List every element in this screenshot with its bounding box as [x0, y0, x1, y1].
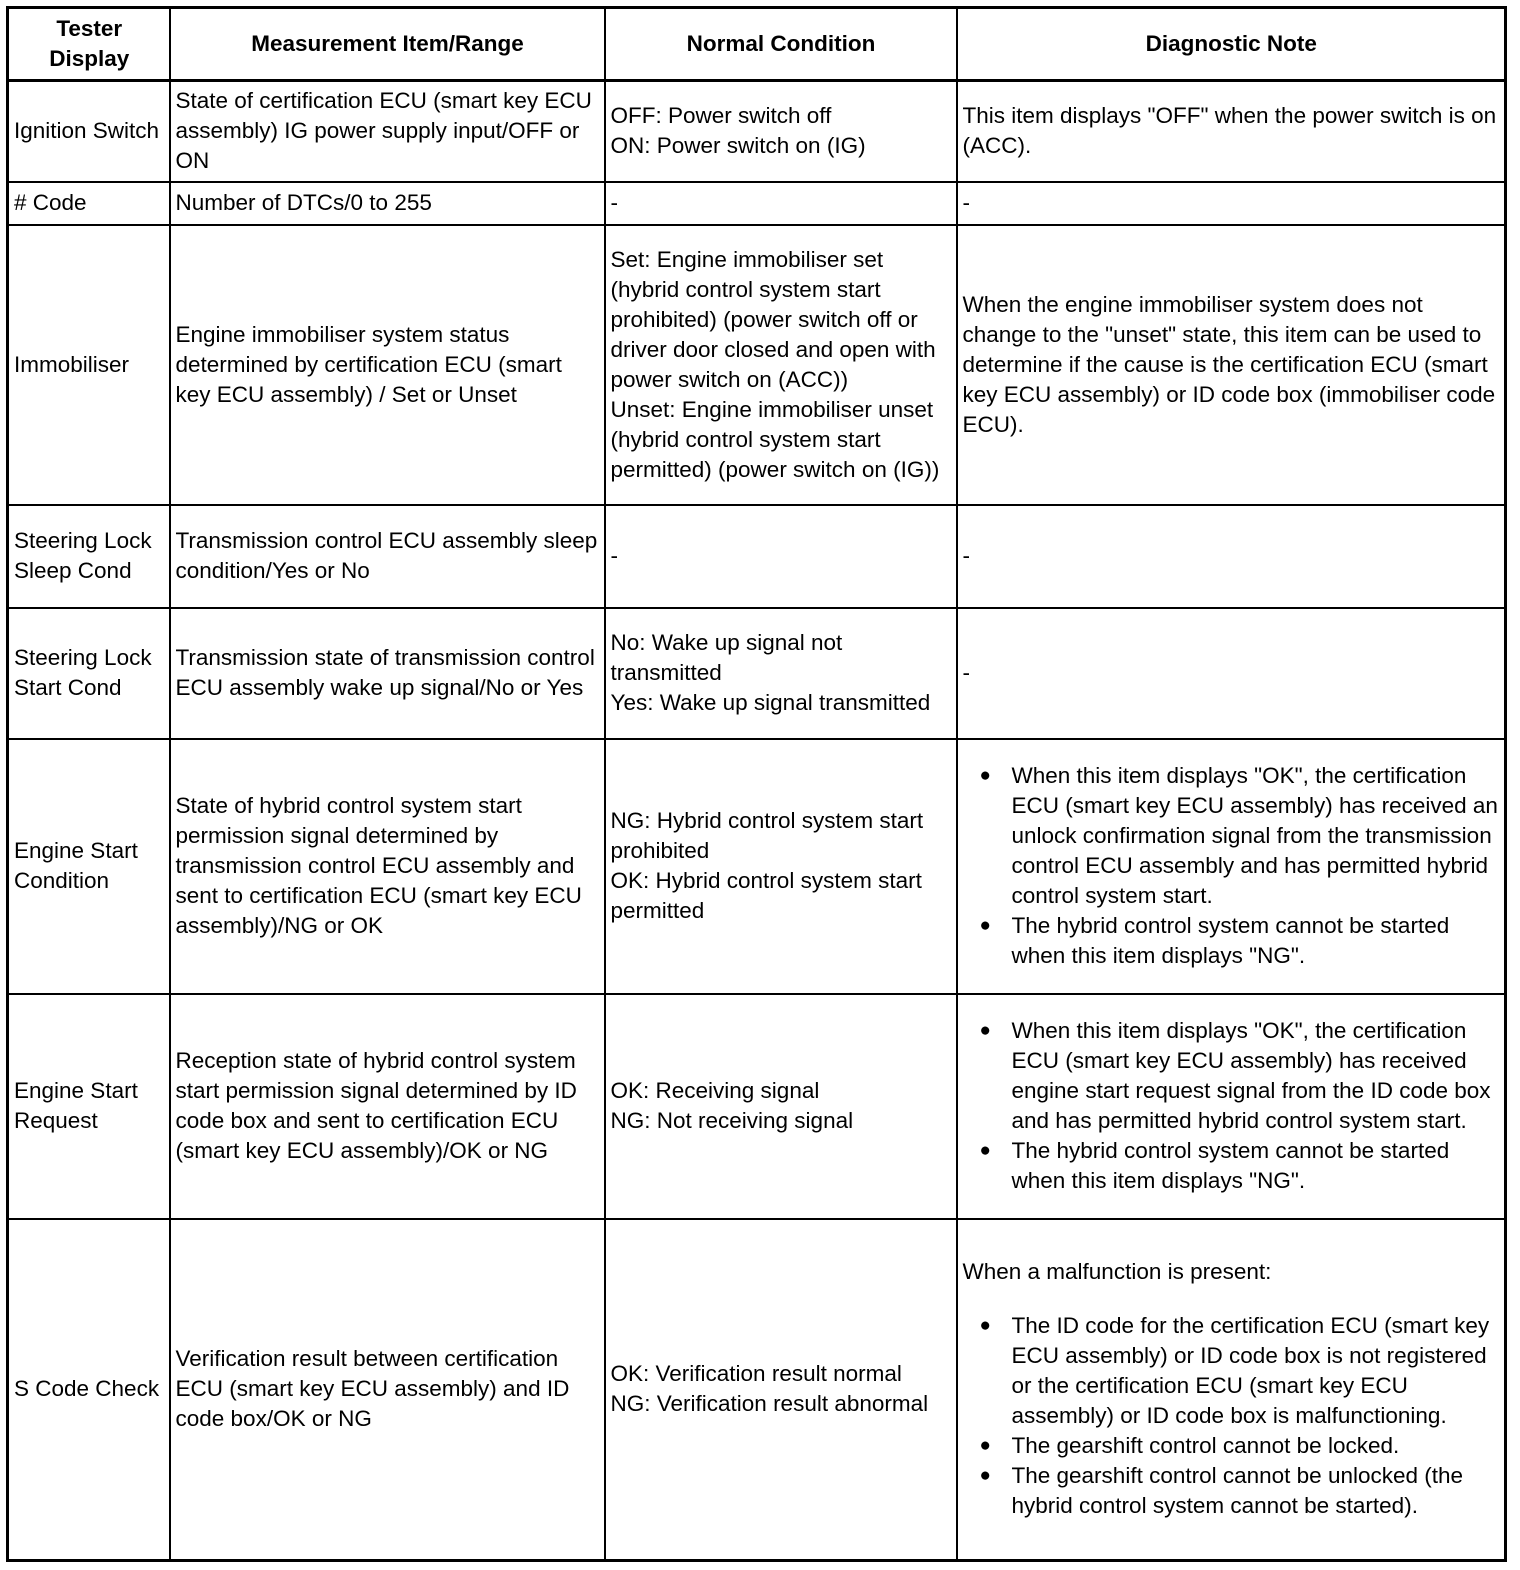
normal-condition-line: OK: Receiving signal	[610, 1078, 820, 1103]
normal-condition-cell	[605, 182, 957, 225]
header-normal-condition: Normal Condition	[605, 8, 957, 81]
measurement-cell: State of hybrid control system start permission signal determined by transmission control ECU assembly and sent to certification ECU (smart key ECU assembly)/NG or OK	[170, 739, 605, 994]
diagnostic-note-list	[963, 1016, 1501, 1196]
diagnostic-note-bullet: ● The gearshift control cannot be locked.	[963, 1431, 1501, 1461]
normal-condition-line: Unset: Engine immobiliser unset (hybrid control system start permitted) (power switch on (IG))	[610, 396, 940, 482]
normal-condition-line: Set: Engine immobiliser set (hybrid control system start prohibited) (power switch off or driver door closed and open with power switch on (ACC))	[610, 246, 936, 392]
data-list-table	[6, 6, 1507, 1562]
measurement-cell: Number of DTCs/0 to 255	[170, 182, 605, 225]
normal-condition-line: OK: Hybrid control system start permitted	[610, 868, 922, 923]
diagnostic-note-cell	[957, 505, 1506, 608]
measurement-cell: Engine immobiliser system status determined by certification ECU (smart key ECU assembly) / Set or Unset	[170, 225, 605, 505]
diagnostic-note-text: This item displays "OFF" when the power switch is on (ACC).	[962, 103, 1497, 159]
diagnostic-note-bullet: ● The hybrid control system cannot be started when this item displays "NG".	[963, 911, 1501, 971]
diagnostic-note-bullet: ● The ID code for the certification ECU (smart key ECU assembly) or ID code box is not registered or the certification ECU (smart key ECU assembly) or ID code box is malfunctioning.	[963, 1311, 1501, 1431]
measurement-cell: State of certification ECU (smart key ECU assembly) IG power supply input/OFF or ON	[170, 81, 605, 182]
normal-condition-line: No: Wake up signal not transmitted	[610, 630, 843, 685]
table-row	[8, 739, 1506, 994]
measurement-cell: Verification result between certification ECU (smart key ECU assembly) and ID code box/OK or NG	[170, 1219, 605, 1561]
table-row	[8, 182, 1506, 225]
normal-condition-cell	[605, 739, 957, 994]
tester-display-cell: Steering Lock Start Cond	[8, 608, 170, 739]
table-row	[8, 608, 1506, 739]
tester-display-cell: Engine Start Request	[8, 994, 170, 1219]
diagnostic-note-text: -	[962, 190, 970, 215]
table-row	[8, 505, 1506, 608]
diagnostic-note-bullet: ● The hybrid control system cannot be started when this item displays "NG".	[963, 1136, 1501, 1196]
normal-condition-line: -	[610, 543, 618, 568]
normal-condition-line: OK: Verification result normal	[610, 1361, 902, 1387]
header-tester-display: Tester Display	[8, 8, 170, 81]
table-row	[8, 1219, 1506, 1561]
normal-condition-line: Yes: Wake up signal transmitted	[610, 690, 931, 715]
diagnostic-note-cell	[957, 225, 1506, 505]
header-measurement: Measurement Item/Range	[170, 8, 605, 81]
normal-condition-line: -	[610, 190, 618, 215]
table-row	[8, 81, 1506, 182]
diagnostic-note-text: -	[962, 660, 970, 685]
diagnostic-note-cell	[957, 739, 1506, 994]
diagnostic-note-text: When the engine immobiliser system does not change to the "unset" state, this item can be used to determine if the cause is the certification ECU (smart key ECU assembly) or ID code box (immobiliser code ECU).	[962, 291, 1496, 437]
diagnostic-note-text: When a malfunction is present:	[962, 1259, 1272, 1285]
tester-display-cell: Immobiliser	[8, 225, 170, 505]
diagnostic-note-cell	[957, 994, 1506, 1219]
normal-condition-cell	[605, 608, 957, 739]
tester-display-cell: Steering Lock Sleep Cond	[8, 505, 170, 608]
table-row	[8, 994, 1506, 1219]
diagnostic-note-cell	[957, 1219, 1506, 1561]
header-diagnostic-note: Diagnostic Note	[957, 8, 1506, 81]
normal-condition-line: OFF: Power switch off	[610, 103, 832, 129]
diagnostic-note-cell	[957, 182, 1506, 225]
table-body	[8, 81, 1506, 1561]
table-row	[8, 225, 1506, 505]
tester-display-cell: # Code	[8, 182, 170, 225]
tester-display-cell: S Code Check	[8, 1219, 170, 1561]
normal-condition-cell	[605, 225, 957, 505]
normal-condition-line: NG: Not receiving signal	[610, 1108, 854, 1133]
diagnostic-note-text: -	[962, 543, 970, 568]
diagnostic-note-cell	[957, 81, 1506, 182]
diagnostic-note-bullet: ● When this item displays "OK", the certification ECU (smart key ECU assembly) has received an unlock confirmation signal from the transmission control ECU assembly and has permitted hybrid control system start.	[963, 761, 1501, 911]
normal-condition-cell	[605, 994, 957, 1219]
normal-condition-cell	[605, 1219, 957, 1561]
normal-condition-line: ON: Power switch on (IG)	[610, 133, 866, 159]
normal-condition-cell	[605, 505, 957, 608]
tester-display-cell: Ignition Switch	[8, 81, 170, 182]
header-row	[8, 8, 1506, 81]
normal-condition-line: NG: Verification result abnormal	[610, 1391, 929, 1417]
measurement-cell: Transmission control ECU assembly sleep condition/Yes or No	[170, 505, 605, 608]
diagnostic-note-bullet: ● The gearshift control cannot be unlocked (the hybrid control system cannot be started).	[963, 1461, 1501, 1521]
measurement-cell: Reception state of hybrid control system start permission signal determined by ID code box and sent to certification ECU (smart key ECU assembly)/OK or NG	[170, 994, 605, 1219]
diagnostic-note-bullet: ● When this item displays "OK", the certification ECU (smart key ECU assembly) has received engine start request signal from the ID code box and has permitted hybrid control system start.	[963, 1016, 1501, 1136]
measurement-cell: Transmission state of transmission control ECU assembly wake up signal/No or Yes	[170, 608, 605, 739]
diagnostic-note-list	[963, 1311, 1501, 1521]
diagnostic-note-list	[963, 761, 1501, 971]
normal-condition-cell	[605, 81, 957, 182]
normal-condition-line: NG: Hybrid control system start prohibited	[610, 808, 924, 863]
tester-display-cell: Engine Start Condition	[8, 739, 170, 994]
diagnostic-note-cell	[957, 608, 1506, 739]
